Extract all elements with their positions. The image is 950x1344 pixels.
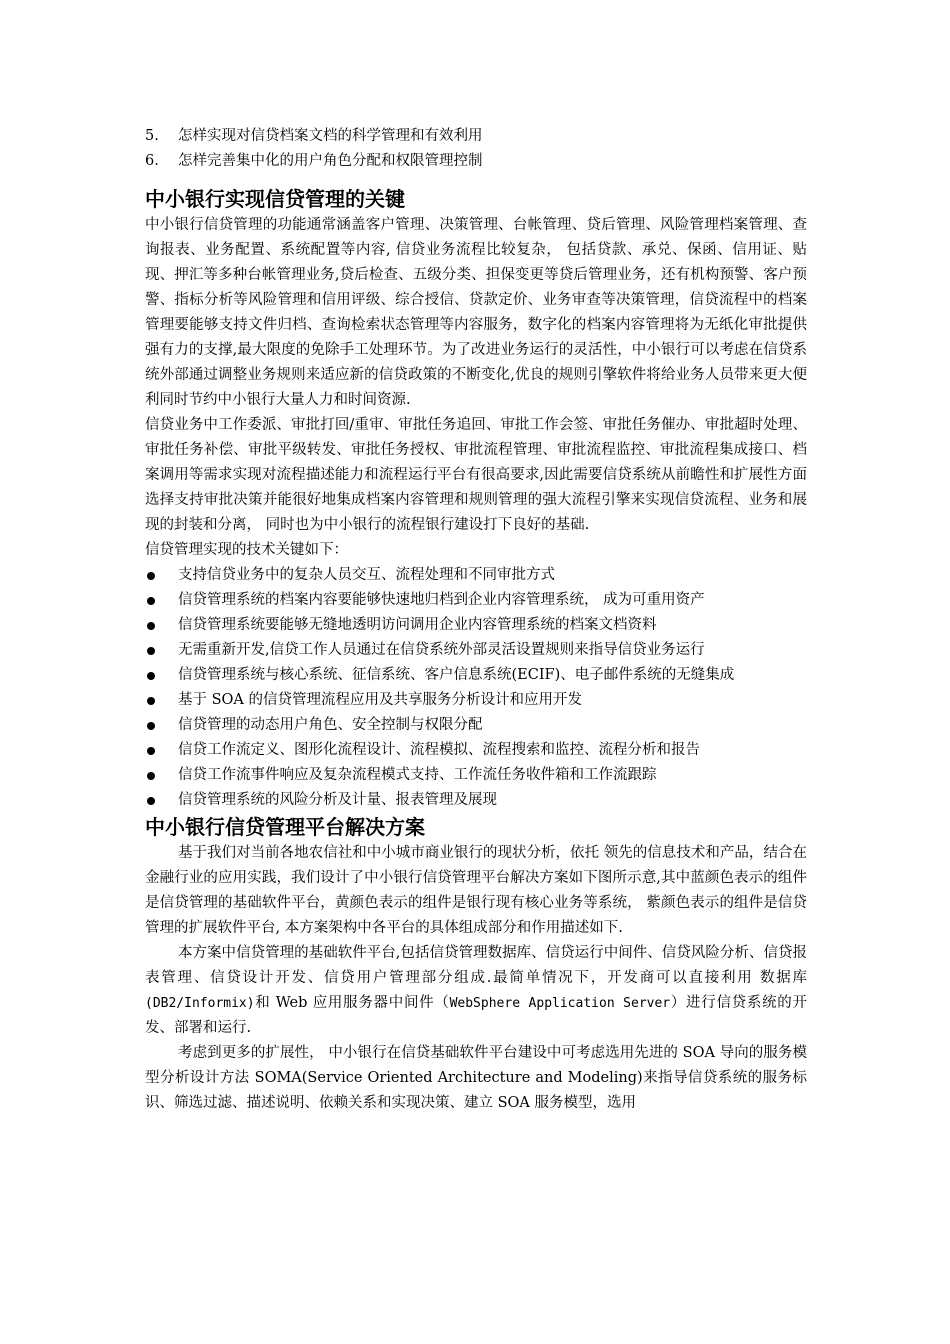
document-body: [145, 124, 807, 1116]
bullet-text: 信贷管理系统要能够无缝地透明访问调用企业内容管理系统的档案文档资料: [178, 617, 657, 633]
paragraph-text: 本方案中信贷管理的基础软件平台,包括信贷管理数据库、信贷运行中间件、信贷风险分析、信贷报表管理、信贷设计开发、信贷用户管理部分组成.最简单情况下，开发商可以直接利用 数据库: [145, 945, 807, 986]
bullet-item: [145, 788, 807, 813]
paragraph: 考虑到更多的扩展性， 中小银行在信贷基础软件平台建设中可考虑选用先进的 SOA 导向的服务模型分析设计方法 SOMA(Service Oriented Architecture and Modeling)来指导信贷系统的服务标识、筛选过滤、描述说明、依赖关系和实现决策、建立 SOA 服务模型，选用: [145, 1045, 807, 1111]
paragraph: 信贷管理实现的技术关键如下：: [145, 542, 348, 558]
bullet-icon: [147, 622, 155, 630]
bullet-text: 无需重新开发,信贷工作人员通过在信贷系统外部灵活设置规则来指导信贷业务运行: [178, 642, 705, 658]
section-heading: 中小银行实现信贷管理的关键: [145, 187, 405, 211]
bullet-text: 信贷管理系统的风险分析及计量、报表管理及展现: [178, 792, 497, 808]
bullet-text: 信贷管理的动态用户角色、安全控制与权限分配: [178, 717, 483, 733]
bullet-item: [145, 738, 807, 763]
bullet-text: 基于 SOA 的信贷管理流程应用及共享服务分析设计和应用开发: [178, 692, 583, 708]
bullet-icon: [147, 797, 155, 805]
bullet-icon: [147, 572, 155, 580]
bullet-icon: [147, 722, 155, 730]
bullet-list: [145, 563, 807, 813]
bullet-text: 支持信贷业务中的复杂人员交互、流程处理和不同审批方式: [178, 567, 555, 583]
bullet-icon: [147, 747, 155, 755]
bullet-text: 信贷管理系统与核心系统、征信系统、客户信息系统(ECIF)、电子邮件系统的无缝集成: [178, 667, 735, 683]
list-item: [145, 124, 807, 149]
monospace-text: (DB2/Informix): [145, 996, 255, 1011]
bullet-icon: [147, 597, 155, 605]
bullet-item: [145, 688, 807, 713]
bullet-item: [145, 763, 807, 788]
list-text: 怎样完善集中化的用户角色分配和权限管理控制: [178, 153, 483, 169]
list-item: [145, 149, 807, 174]
list-number: 6.: [145, 153, 159, 169]
bullet-icon: [147, 772, 155, 780]
paragraph: 中小银行信贷管理的功能通常涵盖客户管理、决策管理、台帐管理、贷后管理、风险管理档案管理、查询报表、业务配置、系统配置等内容, 信贷业务流程比较复杂， 包括贷款、承兑、保函、信用证、贴现、押汇等多种台帐管理业务,贷后检查、五级分类、担保变更等贷后管理业务，还有机构预警、客户预警、指标分析等风险管理和信用评级、综合授信、贷款定价、业务审查等决策管理，信贷流程中的档案管理要能够支持文件归档、查询检索状态管理等内容服务，数字化的档案内容管理将为无纸化审批提供强有力的支撑,最大限度的免除手工处理环节。为了改进业务运行的灵活性，中小银行可以考虑在信贷系统外部通过调整业务规则来适应新的信贷政策的不断变化,优良的规则引擎软件将给业务人员带来更大便利同时节约中小银行大量人力和时间资源.: [145, 217, 807, 408]
paragraph: 基于我们对当前各地农信社和中小城市商业银行的现状分析，依托 领先的信息技术和产品，结合在金融行业的应用实践，我们设计了中小银行信贷管理平台解决方案如下图所示意,其中蓝颜色表示的组件是信贷管理的基础软件平台，黄颜色表示的组件是银行现有核心业务等系统， 紫颜色表示的组件是信贷管理的扩展软件平台, 本方案架构中各平台的具体组成部分和作用描述如下.: [145, 845, 807, 936]
bullet-text: 信贷工作流事件响应及复杂流程模式支持、工作流任务收件箱和工作流跟踪: [178, 767, 657, 783]
bullet-item: [145, 638, 807, 663]
paragraph-text: 和 Web 应用服务器中间件（: [254, 995, 450, 1011]
bullet-icon: [147, 697, 155, 705]
paragraph-text: ）进行信贷系统的开发、部署和运行.: [145, 995, 807, 1036]
list-number: 5.: [145, 128, 159, 144]
monospace-text: WebSphere Application Server: [449, 996, 671, 1011]
section-heading: 中小银行信贷管理平台解决方案: [145, 815, 425, 839]
bullet-text: 信贷工作流定义、图形化流程设计、流程模拟、流程搜索和监控、流程分析和报告: [178, 742, 700, 758]
paragraph: [145, 941, 807, 1041]
bullet-item: [145, 563, 807, 588]
bullet-icon: [147, 647, 155, 655]
bullet-icon: [147, 672, 155, 680]
bullet-text: 信贷管理系统的档案内容要能够快速地归档到企业内容管理系统， 成为可重用资产: [178, 592, 705, 608]
bullet-item: [145, 588, 807, 613]
paragraph: 信贷业务中工作委派、审批打回/重审、审批任务追回、审批工作会签、审批任务催办、审批超时处理、审批任务补偿、审批平级转发、审批任务授权、审批流程管理、审批流程监控、审批流程集成接口、档案调用等需求实现对流程描述能力和流程运行平台有很高要求,因此需要信贷系统从前瞻性和扩展性方面选择支持审批决策并能很好地集成档案内容管理和规则管理的强大流程引擎来实现信贷流程、业务和展现的封装和分离， 同时也为中小银行的流程银行建设打下良好的基础.: [145, 417, 807, 533]
bullet-item: [145, 663, 807, 688]
numbered-list: [145, 124, 807, 174]
list-text: 怎样实现对信贷档案文档的科学管理和有效利用: [178, 128, 483, 144]
bullet-item: [145, 713, 807, 738]
bullet-item: [145, 613, 807, 638]
